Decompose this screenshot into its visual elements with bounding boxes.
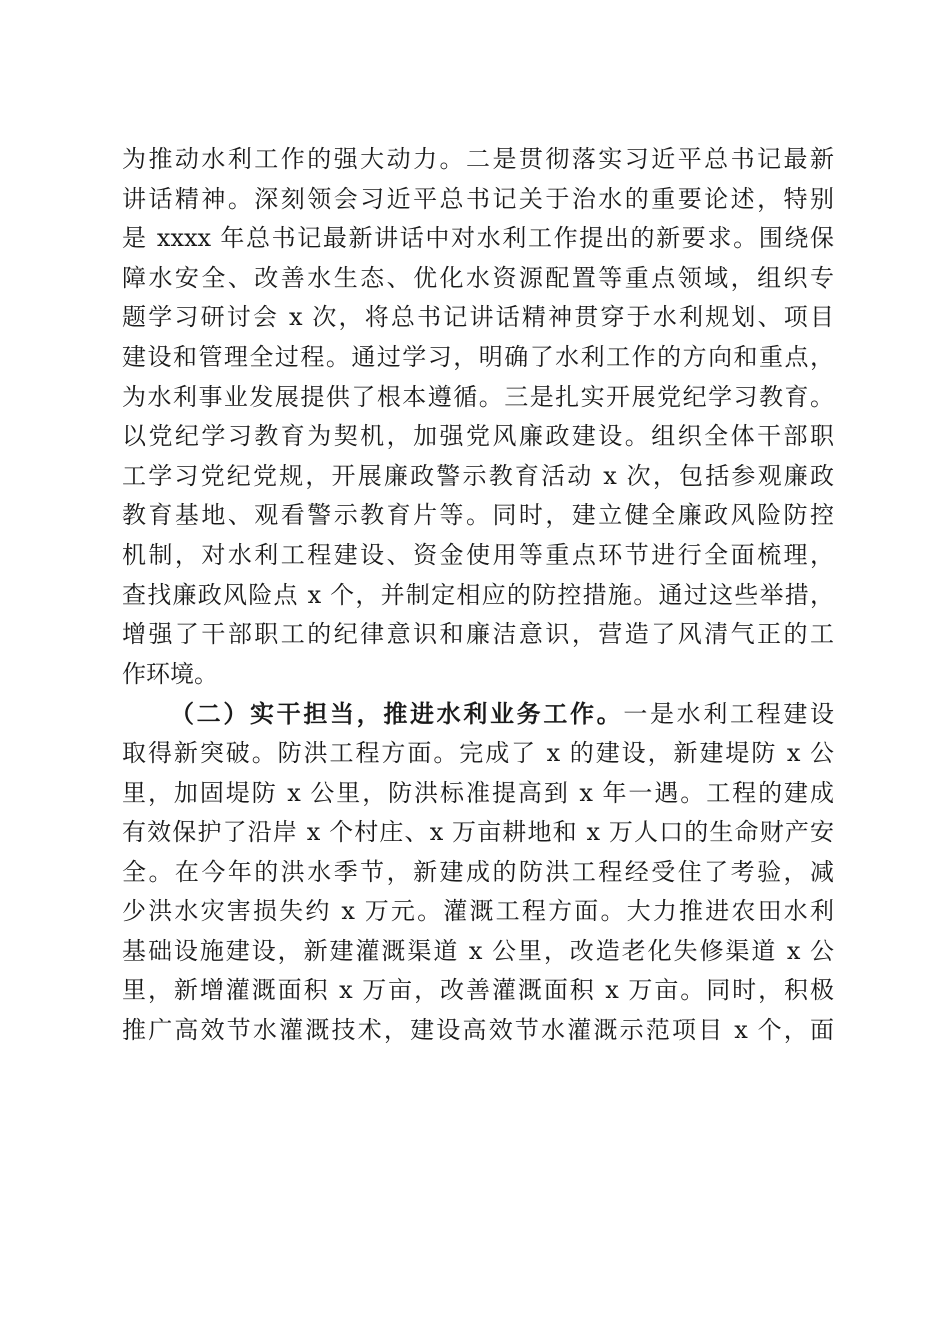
body-line-9: 工学习党纪党规，开展廉政警示教育活动 x 次，包括参观廉政 [122, 461, 834, 490]
body-line-8: 以党纪学习教育为契机，加强党风廉政建设。组织全体干部职 [122, 422, 834, 451]
section-2-line-5: 全。在今年的洪水季节，新建成的防洪工程经受住了考验，减 [122, 857, 834, 886]
section-2-line-6: 少洪水灾害损失约 x 万元。灌溉工程方面。大力推进农田水利 [122, 897, 834, 926]
section-2-line-7: 基础设施建设，新建灌溉渠道 x 公里，改造老化失修渠道 x 公 [122, 936, 834, 965]
body-line-6: 建设和管理全过程。通过学习，明确了水利工作的方向和重点， [122, 342, 834, 371]
body-line-11: 机制，对水利工程建设、资金使用等重点环节进行全面梳理， [122, 540, 834, 569]
body-line-3: 是 xxxx 年总书记最新讲话中对水利工作提出的新要求。围绕保 [122, 224, 834, 253]
body-line-13: 增强了干部职工的纪律意识和廉洁意识，营造了风清气正的工 [122, 620, 834, 649]
body-line-1: 为推动水利工作的强大动力。二是贯彻落实习近平总书记最新 [122, 145, 834, 173]
section-2-line-4: 有效保护了沿岸 x 个村庄、x 万亩耕地和 x 万人口的生命财产安 [122, 818, 834, 847]
section-2-line-8: 里，新增灌溉面积 x 万亩，改善灌溉面积 x 万亩。同时，积极 [122, 976, 834, 1005]
body-line-5: 题学习研讨会 x 次，将总书记讲话精神贯穿于水利规划、项目 [122, 303, 834, 332]
document-body [122, 140, 834, 1051]
section-2-first-line-text: 一是水利工程建设 [623, 700, 835, 729]
body-line-2: 讲话精神。深刻领会习近平总书记关于治水的重要论述，特别 [122, 184, 834, 213]
section-2-line-9: 推广高效节水灌溉技术，建设高效节水灌溉示范项目 x 个，面 [122, 1016, 834, 1045]
body-line-14: 作环境。 [122, 659, 218, 688]
body-line-4: 障水安全、改善水生态、优化水资源配置等重点领域，组织专 [122, 263, 834, 292]
body-line-10: 教育基地、观看警示教育片等。同时，建立健全廉政风险防控 [122, 501, 834, 530]
body-line-12: 查找廉政风险点 x 个，并制定相应的防控措施。通过这些举措， [122, 580, 834, 609]
body-line-7: 为水利事业发展提供了根本遵循。三是扎实开展党纪学习教育。 [122, 382, 834, 411]
section-2-first-line [122, 694, 834, 734]
section-2-line-2: 取得新突破。防洪工程方面。完成了 x 的建设，新建堤防 x 公 [122, 738, 834, 767]
section-2-line-3: 里，加固堤防 x 公里，防洪标准提高到 x 年一遇。工程的建成 [122, 778, 834, 807]
section-2-heading: （二）实干担当，推进水利业务工作。 [170, 699, 624, 729]
